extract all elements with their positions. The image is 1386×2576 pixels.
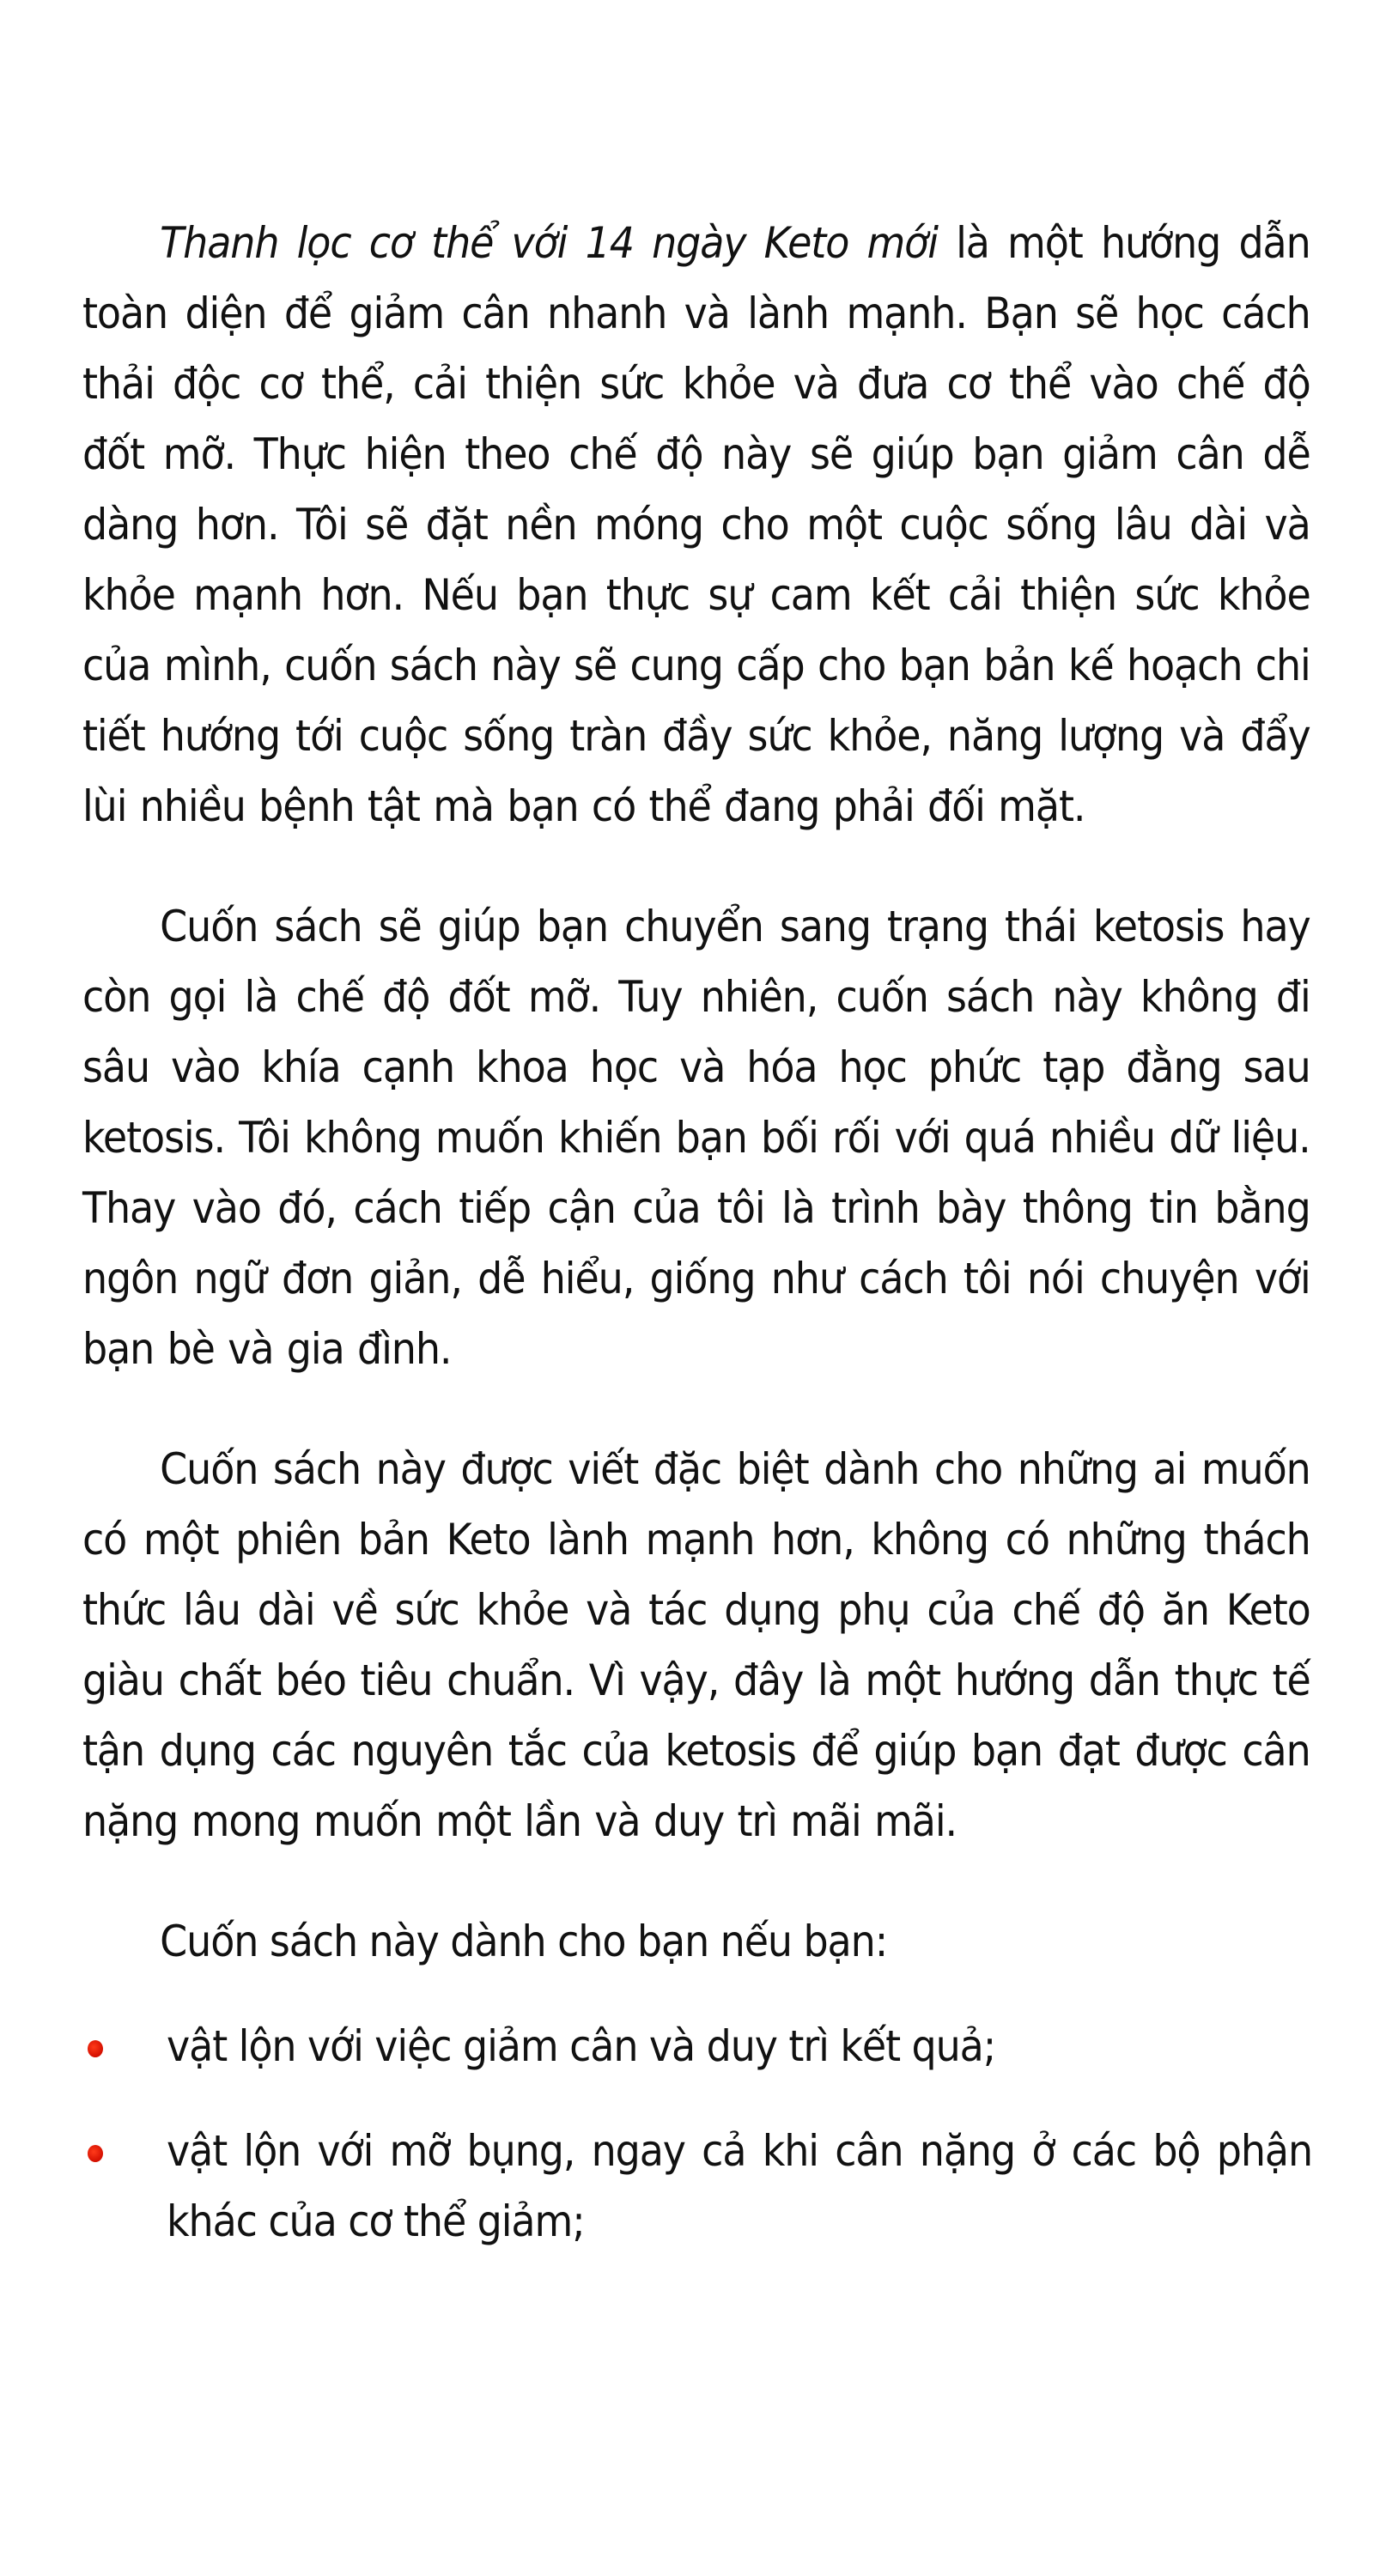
- list-item-text: vật lộn với việc giảm cân và duy trì kết quả;: [167, 2021, 996, 2071]
- paragraph-1: [82, 208, 1310, 841]
- book-page: [82, 208, 1310, 2291]
- book-title-italic: Thanh lọc cơ thể với 14 ngày Keto mới: [160, 218, 938, 268]
- list-item: [82, 2011, 1310, 2081]
- list-item: [82, 2116, 1310, 2257]
- red-bullet-icon: [88, 2040, 103, 2057]
- bullet-list: [82, 2011, 1310, 2257]
- list-intro: Cuốn sách này dành cho bạn nếu bạn:: [160, 1917, 888, 1966]
- list-item-text: vật lộn với mỡ bụng, ngay cả khi cân nặng ở các bộ phận khác của cơ thể giảm;: [167, 2126, 1312, 2246]
- paragraph-1-text: là một hướng dẫn toàn diện để giảm cân nhanh và lành mạnh. Bạn sẽ học cách thải độc cơ thể, cải thiện sức khỏe và đưa cơ thể vào chế độ đốt mỡ. Thực hiện theo chế độ này sẽ giúp bạn giảm cân dễ dàng hơn. Tôi sẽ đặt nền móng cho một cuộc sống lâu dài và khỏe mạnh hơn. Nếu bạn thực sự cam kết cải thiện sức khỏe của mình, cuốn sách này sẽ cung cấp cho bạn bản kế hoạch chi tiết hướng tới cuộc sống tràn đầy sức khỏe, năng lượng và đẩy lùi nhiều bệnh tật mà bạn có thể đang phải đối mặt.: [82, 218, 1310, 831]
- red-bullet-icon: [88, 2145, 103, 2162]
- paragraph-2: Cuốn sách sẽ giúp bạn chuyển sang trạng thái ketosis hay còn gọi là chế độ đốt mỡ. Tuy nhiên, cuốn sách này không đi sâu vào khía cạnh khoa học và hóa học phức tạp đằng sau ketosis. Tôi không muốn khiến bạn bối rối với quá nhiều dữ liệu. Thay vào đó, cách tiếp cận của tôi là trình bày thông tin bằng ngôn ngữ đơn giản, dễ hiểu, giống như cách tôi nói chuyện với bạn bè và gia đình.: [82, 902, 1310, 1374]
- paragraph-3: Cuốn sách này được viết đặc biệt dành cho những ai muốn có một phiên bản Keto lành mạnh hơn, không có những thách thức lâu dài về sức khỏe và tác dụng phụ của chế độ ăn Keto giàu chất béo tiêu chuẩn. Vì vậy, đây là một hướng dẫn thực tế tận dụng các nguyên tắc của ketosis để giúp bạn đạt được cân nặng mong muốn một lần và duy trì mãi mãi.: [82, 1444, 1310, 1846]
